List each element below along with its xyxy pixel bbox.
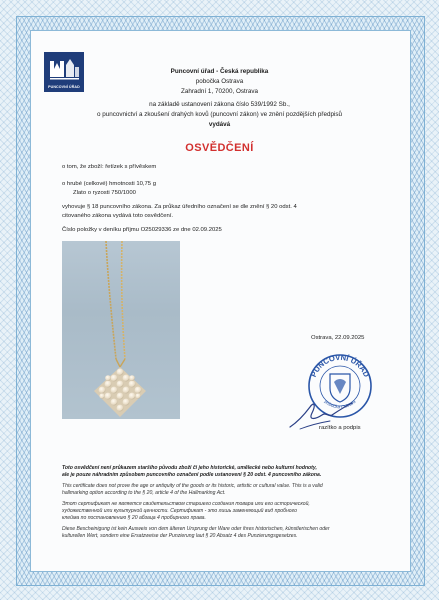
place-and-date: Ostrava, 22.09.2025 [311,335,365,341]
note-ru-line-3: клейма по постановлению § 20 абзаца 4 пробирного права. [62,515,206,521]
gold-purity: Zlato o ryzosti 750/1000 [73,190,136,196]
svg-text:PUNCOVNÍ ÚŘAD [309,353,371,379]
note-cz-line-2: ale je pouze náhradním způsobem puncovního označení podle ustanovení § 20 odst. 4 puncovního zákona. [62,472,322,478]
gross-weight: o hrubé (celkové) hmotnosti 10,75 g [62,181,156,187]
legal-act-line: o puncovnictví a zkoušení drahých kovů (puncovní zákon) ve znění pozdějších předpisů [96,111,343,118]
item-number: Číslo položky v deníku příjmu O25029336 ze dne 02.09.2025 [62,227,222,233]
compliance-line-1: vyhovuje § 18 puncovního zákona. Za průkaz úředního označení se dle znění § 20 odst. 4 [62,204,297,210]
office-branch: pobočka Ostrava [195,78,244,85]
note-de-line-1: Diese Bescheinigung ist kein Ausweis von dem älteren Ursprung der Ware oder ihres historischen, künstlerischen oder [62,526,330,532]
logo-text: PUNCOVNÍ ÚŘAD [48,85,80,89]
stamp-top-text: PUNCOVNÍ ÚŘAD [308,352,372,379]
note-cz-line-1: Toto osvědčení není průkazem staršího původu zboží či jeho historické, umělecké nebo kulturní hodnoty, [62,465,317,471]
issues-label: vydává [208,121,231,128]
stamp-signature-label: razítko a podpis [319,425,361,431]
note-ru-line-2: художественной или культурной ценности. Сертификат - это лишь заменяющий вид пробного [62,508,297,514]
office-address: Zahradní 1, 70200, Ostrava [180,88,258,95]
note-ru-line-1: Этот сертификат не является свидетельством старшего создания товара или его исторической, [62,501,310,507]
goods-description: o tom, že zboží: řetízek s přívěskem [62,164,157,170]
necklace-pendant-image [62,241,180,419]
office-name: Puncovní úřad - Česká republika [170,68,269,75]
note-en-line-1: This certificate does not prove the age or antiquity of the goods or its historic, artistic or cultural value. This is a valid [62,483,323,489]
compliance-line-2: citovaného zákona vydává toto osvědčení. [62,213,174,219]
note-en-line-2: hallmarking option according to the § 20, article 4 of the Hallmarking Act. [62,490,226,496]
stamp-bottom-text: pobočka Ostrava [323,398,357,410]
note-de-line-2: kulturellen Wert, sondern eine Ersatzweise der Punzierung laut § 20 Absatz 4 des Punzierungsgesetzes. [62,533,298,539]
legal-basis-line: na základě ustanovení zákona číslo 539/1992 Sb., [149,101,290,108]
item-photo [62,241,180,419]
certificate-title: OSVĚDČENÍ [185,142,254,154]
